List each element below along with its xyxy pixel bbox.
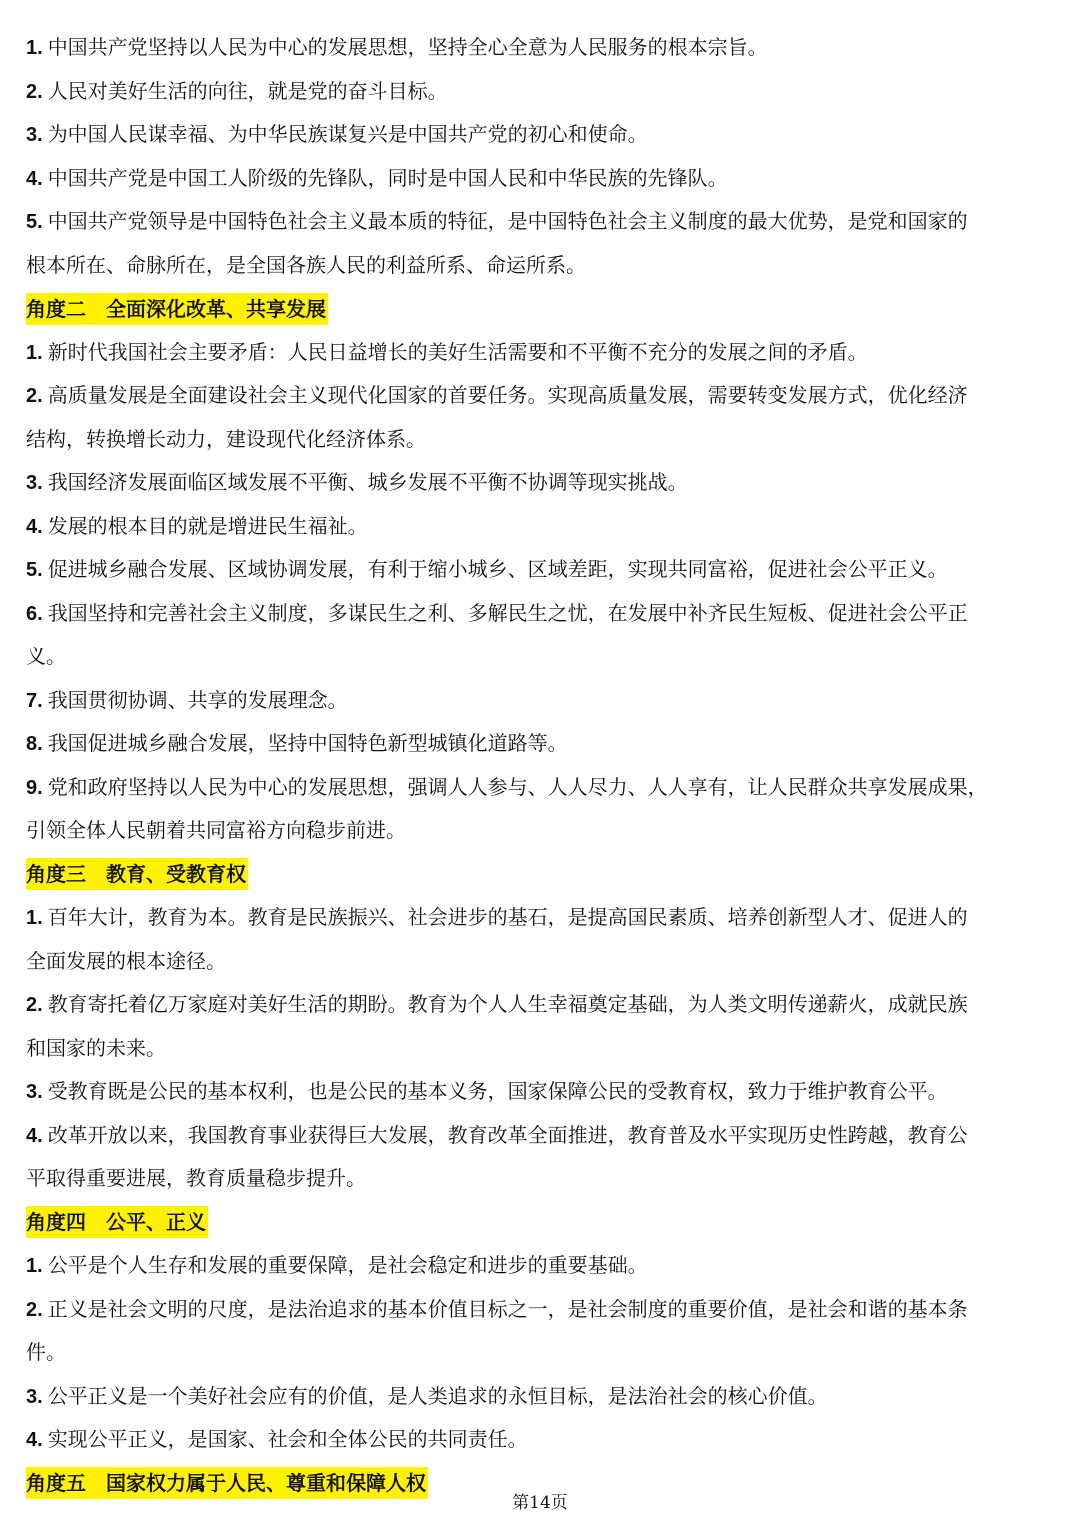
item-text: 根本所在、命脉所在，是全国各族人民的利益所系、命运所系。 — [26, 252, 586, 277]
list-item — [26, 1288, 1056, 1375]
text-line — [26, 26, 1056, 70]
item-text: 义。 — [26, 644, 66, 668]
item-text: 实现公平正义，是国家、社会和全体公民的共同责任。 — [47, 1427, 528, 1451]
text-line — [26, 592, 1056, 636]
item-text: 百年大计，教育为本。教育是民族振兴、社会进步的基石，是提高国民素质、培养创新型人才、促进人的 — [47, 905, 968, 929]
text-line — [26, 1418, 1056, 1462]
text-line — [26, 461, 1056, 505]
list-item — [26, 592, 1056, 679]
item-number: 3. — [26, 1385, 43, 1408]
text-line — [26, 1070, 1056, 1114]
item-text: 发展的根本目的就是增进民生福祉。 — [47, 513, 368, 538]
section-heading: 角度二 全面深化改革、共享发展 — [26, 293, 328, 325]
list-item — [26, 766, 1056, 853]
item-number: 7. — [26, 689, 43, 712]
item-text: 教育寄托着亿万家庭对美好生活的期盼。教育为个人人生幸福奠定基础，为人类文明传递薪火，成就民族 — [47, 992, 968, 1016]
list-item — [26, 548, 1056, 592]
item-text: 为中国人民谋幸福、为中华民族谋复兴是中国共产党的初心和使命。 — [47, 122, 648, 146]
item-number: 1. — [26, 341, 43, 364]
item-number: 5. — [26, 211, 43, 233]
text-line — [26, 1157, 1056, 1201]
item-number: 6. — [26, 602, 43, 625]
item-number: 1. — [26, 1255, 43, 1277]
item-text: 和国家的未来。 — [26, 1035, 166, 1060]
item-text: 引领全体人民朝着共同富裕方向稳步前进。 — [26, 818, 406, 842]
page-number: 第14页 — [512, 1493, 568, 1513]
item-number: 4. — [26, 1429, 43, 1451]
text-line — [26, 1288, 1056, 1332]
item-number: 1. — [26, 37, 43, 59]
text-line — [26, 766, 1056, 810]
text-line — [26, 70, 1056, 114]
item-text: 中国共产党是中国工人阶级的先锋队，同时是中国人民和中华民族的先锋队。 — [47, 165, 728, 190]
text-line — [26, 244, 1056, 288]
text-line — [26, 940, 1056, 984]
list-item — [26, 70, 1056, 114]
section-heading: 角度三 教育、受教育权 — [26, 858, 248, 890]
list-item — [26, 1244, 1056, 1288]
text-line — [26, 113, 1056, 157]
item-text: 正义是社会文明的尺度，是法治追求的基本价值目标之一，是社会制度的重要价值，是社会和谐的基本条 — [47, 1296, 968, 1321]
item-number: 2. — [26, 994, 43, 1016]
list-item — [26, 200, 1056, 287]
text-line — [26, 722, 1056, 766]
text-line — [26, 374, 1056, 418]
item-text: 公平正义是一个美好社会应有的价值，是人类追求的永恒目标，是法治社会的核心价值。 — [47, 1383, 828, 1408]
item-text: 件。 — [26, 1340, 66, 1364]
list-item — [26, 461, 1056, 505]
list-item — [26, 722, 1056, 766]
section-heading: 角度五 国家权力属于人民、尊重和保障人权 — [26, 1467, 428, 1499]
section-heading-row — [26, 853, 1056, 897]
item-text: 我国促进城乡融合发展，坚持中国特色新型城镇化道路等。 — [47, 731, 568, 755]
item-text: 中国共产党坚持以人民为中心的发展思想，坚持全心全意为人民服务的根本宗旨。 — [47, 35, 768, 59]
item-text: 人民对美好生活的向往，就是党的奋斗目标。 — [47, 78, 448, 103]
document-body — [26, 26, 1056, 1505]
item-text: 我国经济发展面临区域发展不平衡、城乡发展不平衡不协调等现实挑战。 — [47, 470, 688, 494]
item-text: 结构，转换增长动力，建设现代化经济体系。 — [26, 426, 426, 451]
text-line — [26, 635, 1056, 679]
text-line — [26, 331, 1056, 375]
item-number: 3. — [26, 472, 43, 494]
list-item — [26, 113, 1056, 157]
item-text: 党和政府坚持以人民为中心的发展思想，强调人人参与、人人尽力、人人享有，让人民群众共享发展成果， — [47, 774, 988, 799]
list-item — [26, 331, 1056, 375]
item-number: 3. — [26, 124, 43, 146]
text-line — [26, 983, 1056, 1027]
item-number: 8. — [26, 733, 43, 755]
item-number: 4. — [26, 167, 43, 190]
text-line — [26, 418, 1056, 462]
list-item — [26, 26, 1056, 70]
list-item — [26, 1070, 1056, 1114]
item-number: 2. — [26, 80, 43, 103]
list-item — [26, 505, 1056, 549]
item-text: 平取得重要进展，教育质量稳步提升。 — [26, 1166, 366, 1190]
item-number: 2. — [26, 385, 43, 407]
text-line — [26, 1244, 1056, 1288]
section-heading-row — [26, 1201, 1056, 1245]
text-line — [26, 1375, 1056, 1419]
text-line — [26, 200, 1056, 244]
list-item — [26, 983, 1056, 1070]
text-line — [26, 548, 1056, 592]
list-item — [26, 1114, 1056, 1201]
item-text: 受教育既是公民的基本权利，也是公民的基本义务，国家保障公民的受教育权，致力于维护教育公平。 — [47, 1079, 948, 1103]
list-item — [26, 1375, 1056, 1419]
item-text: 中国共产党领导是中国特色社会主义最本质的特征，是中国特色社会主义制度的最大优势，是党和国家的 — [47, 209, 968, 233]
list-item — [26, 679, 1056, 723]
item-text: 新时代我国社会主要矛盾：人民日益增长的美好生活需要和不平衡不充分的发展之间的矛盾。 — [47, 339, 868, 364]
item-number: 9. — [26, 776, 43, 799]
item-text: 全面发展的根本途径。 — [26, 948, 226, 973]
text-line — [26, 1331, 1056, 1375]
text-line — [26, 157, 1056, 201]
section-heading-row — [26, 287, 1056, 331]
text-line — [26, 809, 1056, 853]
text-line — [26, 505, 1056, 549]
item-number: 1. — [26, 907, 43, 929]
text-line — [26, 1114, 1056, 1158]
section-heading: 角度四 公平、正义 — [26, 1206, 208, 1238]
item-text: 我国贯彻协调、共享的发展理念。 — [47, 687, 348, 712]
item-text: 改革开放以来，我国教育事业获得巨大发展，教育改革全面推进，教育普及水平实现历史性跨越，教育公 — [47, 1122, 968, 1147]
text-line — [26, 679, 1056, 723]
item-number: 4. — [26, 1124, 43, 1147]
text-line — [26, 896, 1056, 940]
list-item — [26, 1418, 1056, 1462]
item-text: 高质量发展是全面建设社会主义现代化国家的首要任务。实现高质量发展，需要转变发展方式，优化经济 — [47, 383, 968, 407]
item-number: 2. — [26, 1298, 43, 1321]
text-line — [26, 1027, 1056, 1071]
item-text: 公平是个人生存和发展的重要保障，是社会稳定和进步的重要基础。 — [47, 1253, 648, 1277]
item-text: 我国坚持和完善社会主义制度，多谋民生之利、多解民生之忧，在发展中补齐民生短板、促进社会公平正 — [47, 600, 968, 625]
item-number: 3. — [26, 1081, 43, 1103]
list-item — [26, 896, 1056, 983]
item-number: 4. — [26, 515, 43, 538]
list-item — [26, 374, 1056, 461]
list-item — [26, 157, 1056, 201]
item-text: 促进城乡融合发展、区域协调发展，有利于缩小城乡、区域差距，实现共同富裕，促进社会公平正义。 — [47, 557, 948, 581]
item-number: 5. — [26, 559, 43, 581]
